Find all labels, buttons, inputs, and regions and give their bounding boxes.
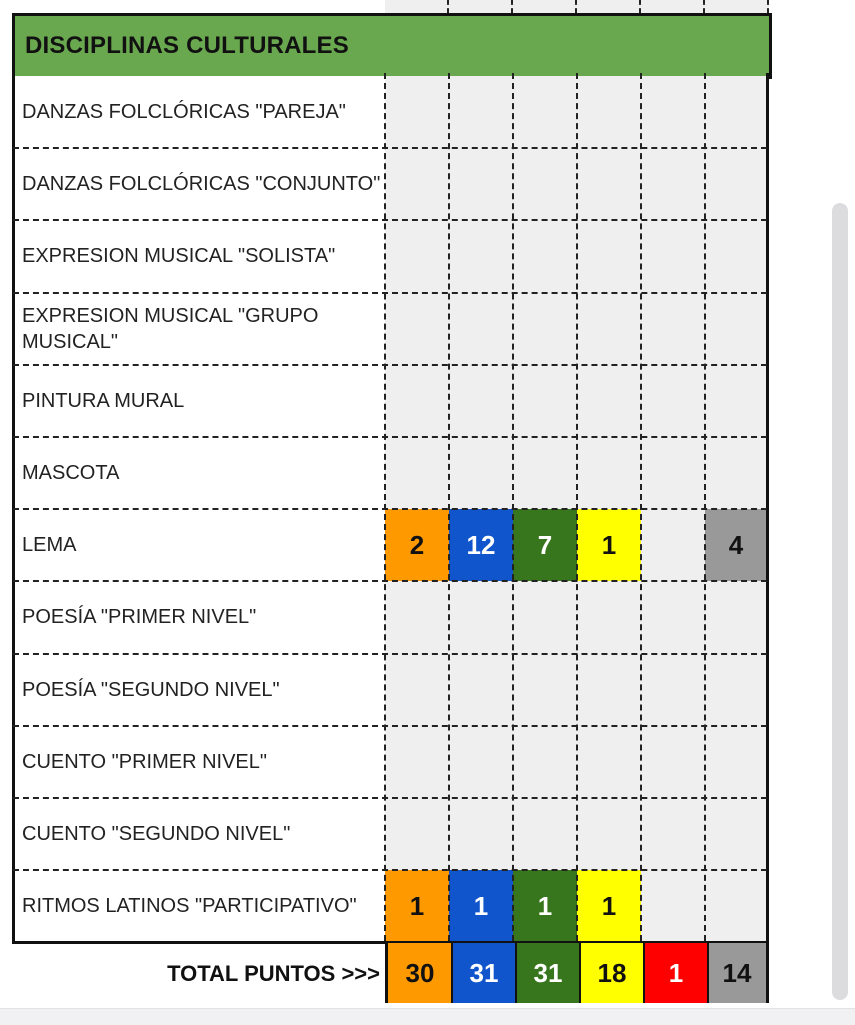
bottom-bar: [0, 1008, 855, 1025]
row-divider: [13, 436, 767, 438]
score-cell: [705, 581, 767, 653]
previous-cell: [449, 0, 513, 13]
previous-cell: [385, 0, 449, 13]
score-cell: 1: [449, 870, 513, 942]
score-cell: [705, 798, 767, 870]
table-row: [13, 726, 769, 798]
score-cell: [449, 798, 513, 870]
score-cell: [577, 293, 641, 365]
totals-label: TOTAL PUNTOS >>>: [167, 961, 380, 986]
column-divider: [640, 73, 642, 941]
score-cell: [641, 220, 705, 292]
previous-cell: [705, 0, 769, 13]
score-cell: [705, 220, 767, 292]
score-cell: [577, 148, 641, 220]
score-cell: [385, 220, 449, 292]
table-row: [13, 365, 769, 437]
score-cell: [641, 509, 705, 581]
column-divider: [576, 73, 578, 941]
total-divider: [515, 943, 517, 1003]
total-cell: 30: [388, 943, 452, 1003]
previous-cell: [577, 0, 641, 13]
score-cell: [513, 148, 577, 220]
score-cell: [449, 654, 513, 726]
score-cell: [641, 148, 705, 220]
score-cell: [385, 581, 449, 653]
score-cell: [449, 293, 513, 365]
score-cell: [641, 76, 705, 148]
score-cell: 1: [513, 870, 577, 942]
vertical-scrollbar[interactable]: [832, 203, 848, 1000]
row-divider: [13, 797, 767, 799]
table-row: [13, 509, 769, 581]
table-row: [13, 293, 769, 365]
score-cell: [705, 148, 767, 220]
discipline-label: EXPRESION MUSICAL "SOLISTA": [13, 220, 385, 292]
totals-box: [385, 943, 769, 1003]
score-cell: [513, 365, 577, 437]
table-row: [13, 798, 769, 870]
score-cell: [449, 220, 513, 292]
score-cell: [577, 437, 641, 509]
score-cell: [705, 293, 767, 365]
score-cell: 1: [577, 509, 641, 581]
row-divider: [13, 292, 767, 294]
score-cell: 1: [385, 870, 449, 942]
score-cell: [385, 798, 449, 870]
score-cell: [705, 870, 767, 942]
score-cell: [513, 437, 577, 509]
score-cell: [449, 581, 513, 653]
score-cell: 1: [577, 870, 641, 942]
score-cell: [641, 581, 705, 653]
score-cell: [449, 726, 513, 798]
row-divider: [13, 364, 767, 366]
discipline-label: CUENTO "PRIMER NIVEL": [13, 726, 385, 798]
row-divider: [13, 653, 767, 655]
total-cell: 31: [452, 943, 516, 1003]
total-divider: [707, 943, 709, 1003]
column-divider: [512, 73, 514, 941]
table-row: [13, 437, 769, 509]
score-cell: [513, 726, 577, 798]
score-cell: [577, 581, 641, 653]
previous-rows-strip: [13, 0, 769, 13]
discipline-label: EXPRESION MUSICAL "GRUPO MUSICAL": [13, 293, 385, 365]
score-cell: 4: [705, 509, 767, 581]
score-cell: [513, 798, 577, 870]
score-cell: 7: [513, 509, 577, 581]
score-cell: [449, 437, 513, 509]
table-row: [13, 148, 769, 220]
total-divider: [643, 943, 645, 1003]
score-cell: [513, 654, 577, 726]
section-header: [12, 13, 772, 79]
score-cell: [449, 365, 513, 437]
score-cell: [577, 76, 641, 148]
score-cell: [449, 76, 513, 148]
score-cell: [641, 654, 705, 726]
score-cell: [577, 726, 641, 798]
score-cell: [385, 365, 449, 437]
row-divider: [13, 580, 767, 582]
discipline-label: POESÍA "PRIMER NIVEL": [13, 581, 385, 653]
score-cell: [385, 148, 449, 220]
discipline-label: CUENTO "SEGUNDO NIVEL": [13, 798, 385, 870]
score-cell: [449, 148, 513, 220]
score-cell: [577, 654, 641, 726]
row-divider: [13, 219, 767, 221]
discipline-label: MASCOTA: [13, 437, 385, 509]
discipline-label: DANZAS FOLCLÓRICAS "PAREJA": [13, 76, 385, 148]
score-cell: 2: [385, 509, 449, 581]
score-cell: [641, 437, 705, 509]
score-cell: 12: [449, 509, 513, 581]
score-cell: [513, 581, 577, 653]
score-cell: [641, 365, 705, 437]
score-cell: [577, 220, 641, 292]
previous-cell: [513, 0, 577, 13]
discipline-label: DANZAS FOLCLÓRICAS "CONJUNTO": [13, 148, 385, 220]
row-divider: [13, 147, 767, 149]
table-row: [13, 220, 769, 292]
score-cell: [513, 293, 577, 365]
total-divider: [451, 943, 453, 1003]
table-row: [13, 870, 769, 942]
score-cell: [513, 76, 577, 148]
score-cell: [705, 726, 767, 798]
row-divider: [13, 725, 767, 727]
score-cell: [385, 654, 449, 726]
score-cell: [385, 76, 449, 148]
score-cell: [641, 870, 705, 942]
score-cell: [705, 76, 767, 148]
discipline-label: RITMOS LATINOS "PARTICIPATIVO": [13, 870, 385, 942]
table-row: [13, 581, 769, 653]
row-divider: [13, 508, 767, 510]
discipline-label: LEMA: [13, 509, 385, 581]
total-cell: 14: [708, 943, 766, 1003]
score-cell: [385, 726, 449, 798]
score-cell: [705, 365, 767, 437]
score-cell: [705, 437, 767, 509]
total-cell: 1: [644, 943, 708, 1003]
column-divider: [384, 73, 386, 941]
discipline-label: PINTURA MURAL: [13, 365, 385, 437]
score-cell: [641, 726, 705, 798]
score-cell: [577, 365, 641, 437]
column-divider: [704, 73, 706, 941]
discipline-label: POESÍA "SEGUNDO NIVEL": [13, 654, 385, 726]
score-cell: [641, 293, 705, 365]
total-divider: [579, 943, 581, 1003]
score-cell: [513, 220, 577, 292]
totals-row: [0, 943, 780, 1005]
total-cell: 31: [516, 943, 580, 1003]
score-cell: [641, 798, 705, 870]
score-cell: [385, 437, 449, 509]
previous-cell: [641, 0, 705, 13]
score-cell: [705, 654, 767, 726]
score-cell: [385, 293, 449, 365]
column-divider: [448, 73, 450, 941]
table-row: [13, 654, 769, 726]
row-divider: [13, 869, 767, 871]
score-cell: [577, 798, 641, 870]
section-title: DISCIPLINAS CULTURALES: [25, 32, 349, 59]
total-cell: 18: [580, 943, 644, 1003]
table-row: [13, 76, 769, 148]
